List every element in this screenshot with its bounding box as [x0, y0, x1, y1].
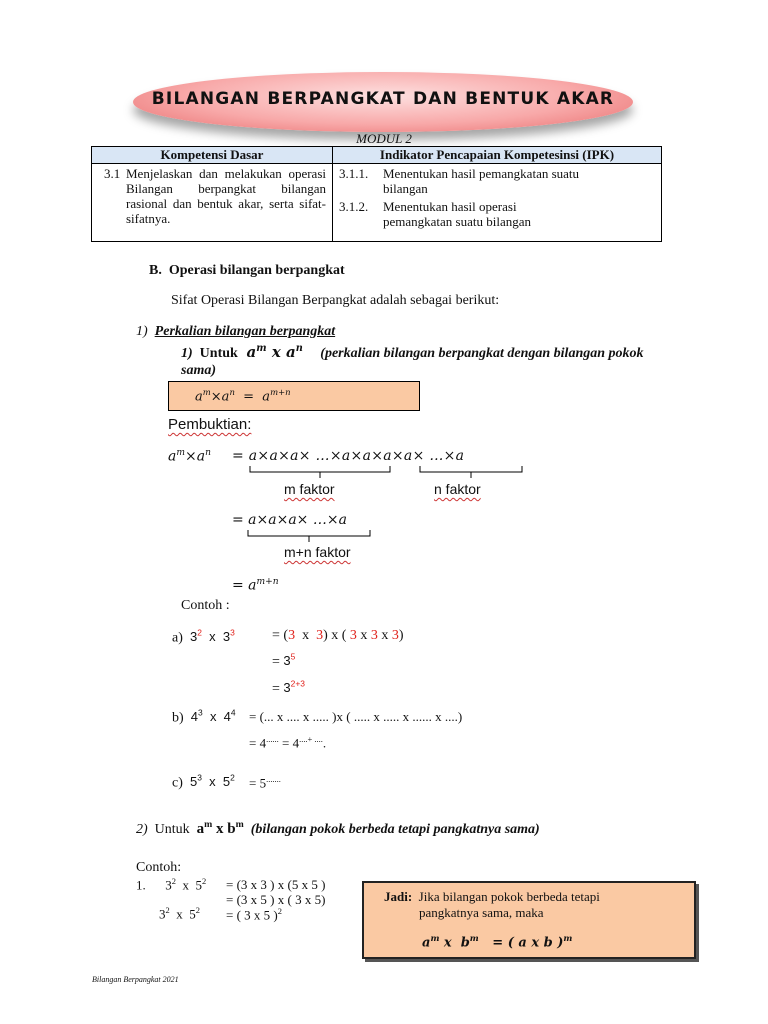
conclusion-box	[362, 881, 696, 959]
exponent: 5	[290, 652, 296, 662]
kd-text: Menjelaskan dan melakukan operasi Bilangan berpangkat bilangan rasional dan bentuk akar, serta sifat-sifatnya.	[126, 166, 326, 226]
example-2-row2: = (3 x 5 ) x ( 3 x 5)	[226, 892, 326, 907]
example-label: 1.	[136, 877, 146, 893]
exponent: .......	[266, 774, 281, 784]
mn-factor-label	[284, 544, 351, 560]
pembuktian-label	[168, 416, 251, 433]
exponent: ......	[266, 734, 279, 744]
subsection-number: 2)	[136, 822, 148, 837]
row3-text: = ( 3 x 5 )	[226, 907, 278, 923]
proof-brace-2	[240, 528, 380, 544]
table-header-ipk: Indikator Pencapaian Kompetesinsi (IPK)	[333, 147, 662, 164]
rule-note: (bilangan pokok berbeda tetapi pangkatnya sama)	[250, 822, 540, 837]
formula-text: $a^m\times a^n = a^{m+n}$	[195, 387, 291, 405]
exponent: ....+ ....	[299, 734, 323, 744]
example-label: c)	[172, 775, 183, 791]
rule-note: (perkalian bilangan berpangkat dengan bilangan pokok sama)	[181, 346, 644, 378]
trailing-dot: .	[322, 735, 327, 751]
kd-cell	[92, 164, 333, 242]
intro-text: Sifat Operasi Bilangan Berpangkat adalah sebagai berikut:	[171, 293, 500, 308]
conclusion-label: Jadi:	[384, 889, 413, 904]
conclusion-text-2: pangkatnya sama, maka	[419, 905, 544, 920]
proof-braces	[240, 464, 530, 480]
subsection-heading: Perkalian bilangan berpangkat	[154, 324, 336, 339]
section-heading	[149, 263, 345, 279]
pembuktian-text: Pembuktian:	[168, 416, 252, 433]
conclusion-line-1	[384, 889, 600, 905]
n-factor-label	[434, 481, 481, 497]
kd-number: 3.1	[104, 166, 121, 181]
example-2-row3: = ( 3 x 5 )$^2$	[226, 906, 282, 923]
rule-word: Untuk	[154, 822, 190, 837]
example-a-eq1: = (3 x 3) x ( 3 x 3 x 3)	[272, 628, 404, 643]
example-c-eq: = 5.......	[249, 774, 281, 791]
ipk-number: 3.1.2.	[339, 199, 369, 214]
ipk-number: 3.1.1.	[339, 166, 369, 181]
table-header-kd: Kompetensi Dasar	[92, 147, 333, 164]
mn-factor-text: m+n faktor	[284, 544, 351, 560]
rule-1-expression: $a^m$ x $a^n$	[241, 343, 303, 361]
document-title: BILANGAN BERPANGKAT DAN BENTUK AKAR	[151, 89, 615, 109]
section-letter: B.	[149, 263, 162, 278]
subsection-2	[136, 819, 540, 838]
rule-1-statement	[181, 340, 651, 379]
example-label: a)	[172, 630, 183, 646]
ipk-cell	[333, 164, 662, 242]
proof-line-3: = $a^{m+n}$	[232, 577, 279, 594]
contoh2-label: Contoh:	[136, 860, 182, 875]
conclusion-formula: $a^m$ x $b^m$ = ( a x b )$^m$	[422, 933, 573, 951]
example-b-eq2: = 4...... = 4....+ .....	[249, 734, 327, 751]
formula-box	[168, 381, 420, 411]
footer-text: Bilangan Berpangkat 2021	[92, 975, 179, 984]
example-a-eq3: = $3^{2+3}$	[272, 679, 305, 697]
conclusion-text-1: Jika bilangan pokok berbeda tetapi	[418, 889, 600, 904]
proof-lhs: $a^m\times a^n$	[168, 448, 211, 465]
exponent: 2+3	[290, 679, 305, 689]
example-2-lhs: 1. $3^2$ x $5^2$	[136, 876, 207, 893]
competence-table	[91, 146, 662, 242]
m-factor-label	[284, 481, 335, 497]
contoh-label: Contoh :	[181, 598, 230, 613]
example-c-lhs: c) $5^3$ x $5^2$	[172, 773, 235, 791]
example-2-row1: = (3 x 3 ) x (5 x 5 )	[226, 877, 326, 892]
proof-line-2: = a×a×a× …×a	[232, 512, 347, 528]
m-factor-text: m faktor	[284, 481, 335, 497]
example-b-eq1: = (... x .... x ..... )x ( ..... x ..... x ...... x ....)	[249, 709, 463, 724]
example-2-lhs-2: $3^2$ x $5^2$	[159, 905, 200, 922]
ipk-text: Menentukan hasil operasi pemangkatan suatu bilangan	[383, 199, 532, 229]
rule-2-expression: $a^m$ x $b^m$	[196, 819, 244, 837]
subsection-number: 1)	[136, 324, 148, 339]
rule-word: Untuk	[199, 346, 238, 361]
example-b-lhs: b) $4^3$ x $4^4$	[172, 708, 236, 726]
module-label: MODUL 2	[356, 131, 412, 146]
subsection-1	[136, 324, 335, 340]
proof-line-1: = a×a×a× …×a×a×a×a× …×a	[232, 448, 465, 464]
section-title: Operasi bilangan berpangkat	[168, 263, 345, 278]
n-factor-text: n faktor	[434, 481, 481, 497]
example-a-eq2: = $3^5$	[272, 652, 296, 670]
example-a-lhs: a) $3^2$ x $3^3$	[172, 628, 235, 646]
ipk-text: Menentukan hasil pemangkatan suatu bilangan	[383, 166, 580, 196]
rule-number: 1)	[181, 346, 193, 361]
example-label: b)	[172, 710, 184, 726]
